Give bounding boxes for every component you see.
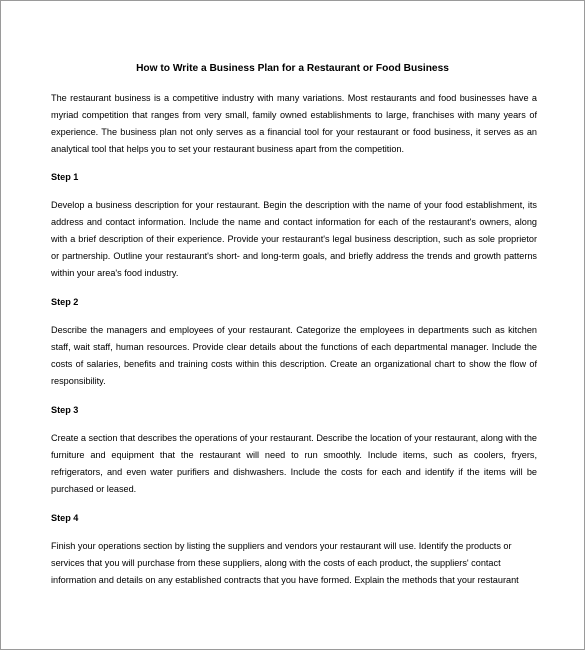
step-2-paragraph: Describe the managers and employees of your restaurant. Categorize the employees in departments such as kitchen staff, wait staff, human resources. Provide clear details about the functions of each departmental manager. Include the costs of salaries, benefits and training costs within this description. Create an organizational chart to show the flow of responsibility. <box>51 325 537 386</box>
step-3-paragraph: Create a section that describes the operations of your restaurant. Describe the location of your restaurant, along with the furniture and equipment that the restaurant will need to run smoothly. Include items, such as coolers, fryers, refrigerators, and even water purifiers and dishwashers. Include the costs for each and identify if the items will be purchased or leased. <box>51 433 537 494</box>
document-title: How to Write a Business Plan for a Restaurant or Food Business <box>136 63 449 74</box>
step-3-heading: Step 3 <box>51 405 79 415</box>
step-1-paragraph: Develop a business description for your restaurant. Begin the description with the name of your food establishment, its address and contact information. Include the name and contact information for each of the restaurant's owners, along with a brief description of their experience. Provide your restaurant's legal business description, such as sole proprietor or partnership. Outline your restaurant's short- and long-term goals, and briefly address the trends and growth patterns within your area's food industry. <box>51 200 537 278</box>
step-4-heading: Step 4 <box>51 513 79 523</box>
step-1-heading: Step 1 <box>51 172 79 182</box>
step-4-paragraph: Finish your operations section by listing the suppliers and vendors your restaurant will use. Identify the products or services that you will purchase from these suppliers, along with the costs of each product, the suppliers' contact information and details on any established contracts that you have formed. Explain the methods that your restaurant <box>51 541 519 585</box>
step-2-heading: Step 2 <box>51 297 79 307</box>
intro-paragraph: The restaurant business is a competitive industry with many variations. Most restaurants and food businesses have a myriad competition that ranges from very small, family owned establishments to large, franchises with many years of experience. The business plan not only serves as a financial tool for your restaurant or food business, it serves as an analytical tool that helps you to set your restaurant business apart from the competition. <box>51 93 537 154</box>
